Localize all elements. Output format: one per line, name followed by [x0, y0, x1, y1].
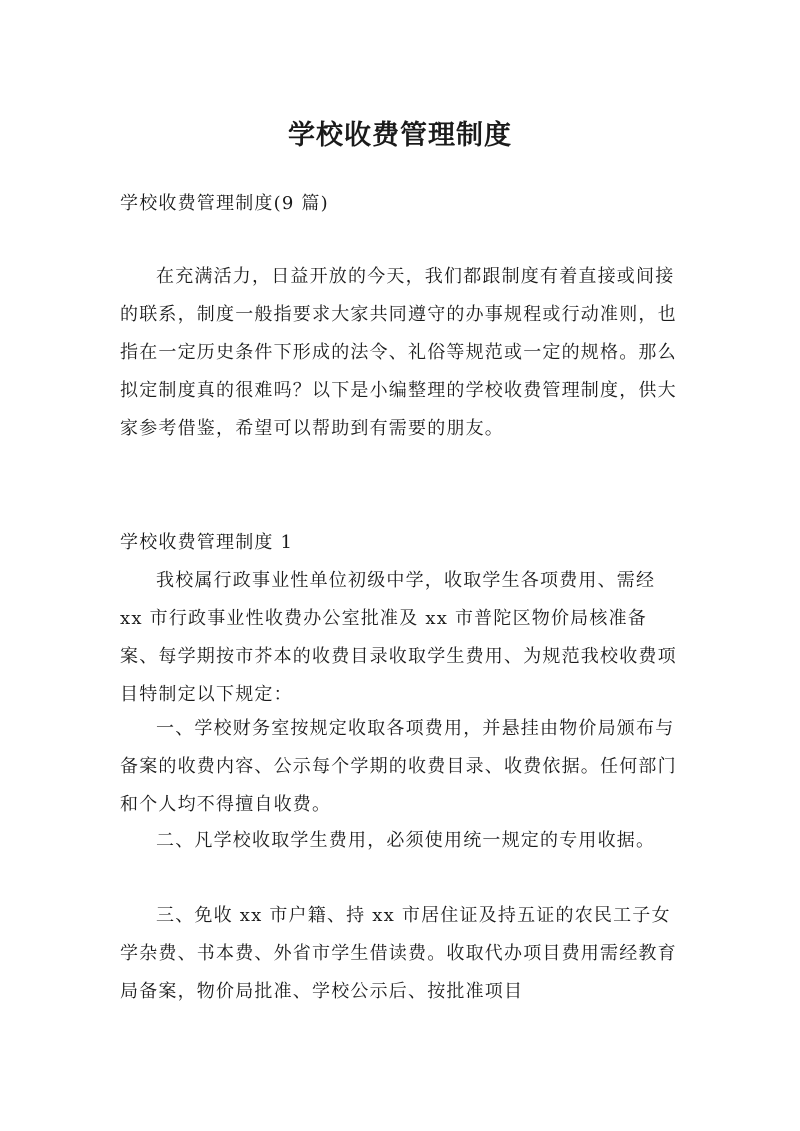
body-paragraph: 我校属行政事业性单位初级中学，收取学生各项费用、需经 xx 市行政事业性收费办公室批准及 xx 市普陀区物价局核准备案、每学期按市芥本的收费目录收取学生费用、为规范我校收费项目特制定以下规定：: [120, 570, 677, 705]
section-heading: 学校收费管理制度 1: [120, 532, 294, 553]
rule-paragraph-2: 二、凡学校收取学生费用，必须使用统一规定的专用收据。: [156, 830, 656, 851]
rule-paragraph-1: 一、学校财务室按规定收取各项费用，并悬挂由物价局颁布与备案的收费内容、公示每个学期的收费目录、收费依据。任何部门和个人均不得擅自收费。: [120, 718, 677, 815]
intro-paragraph: 在充满活力，日益开放的今天，我们都跟制度有着直接或间接的联系，制度一般指要求大家共同遵守的办事规程或行动准则，也指在一定历史条件下形成的法令、礼俗等规范或一定的规格。那么拟定制度真的很难吗？以下是小编整理的学校收费管理制度，供大家参考借鉴，希望可以帮助到有需要的朋友。: [120, 266, 677, 439]
rule-paragraph-3: 三、免收 xx 市户籍、持 xx 市居住证及持五证的农民工子女学杂费、书本费、外省市学生借读费。收取代办项目费用需经教育局备案，物价局批准、学校公示后、按批准项目: [120, 905, 677, 1002]
document-title: 学校收费管理制度: [288, 120, 512, 152]
document-subtitle: 学校收费管理制度(9 篇): [120, 193, 329, 214]
